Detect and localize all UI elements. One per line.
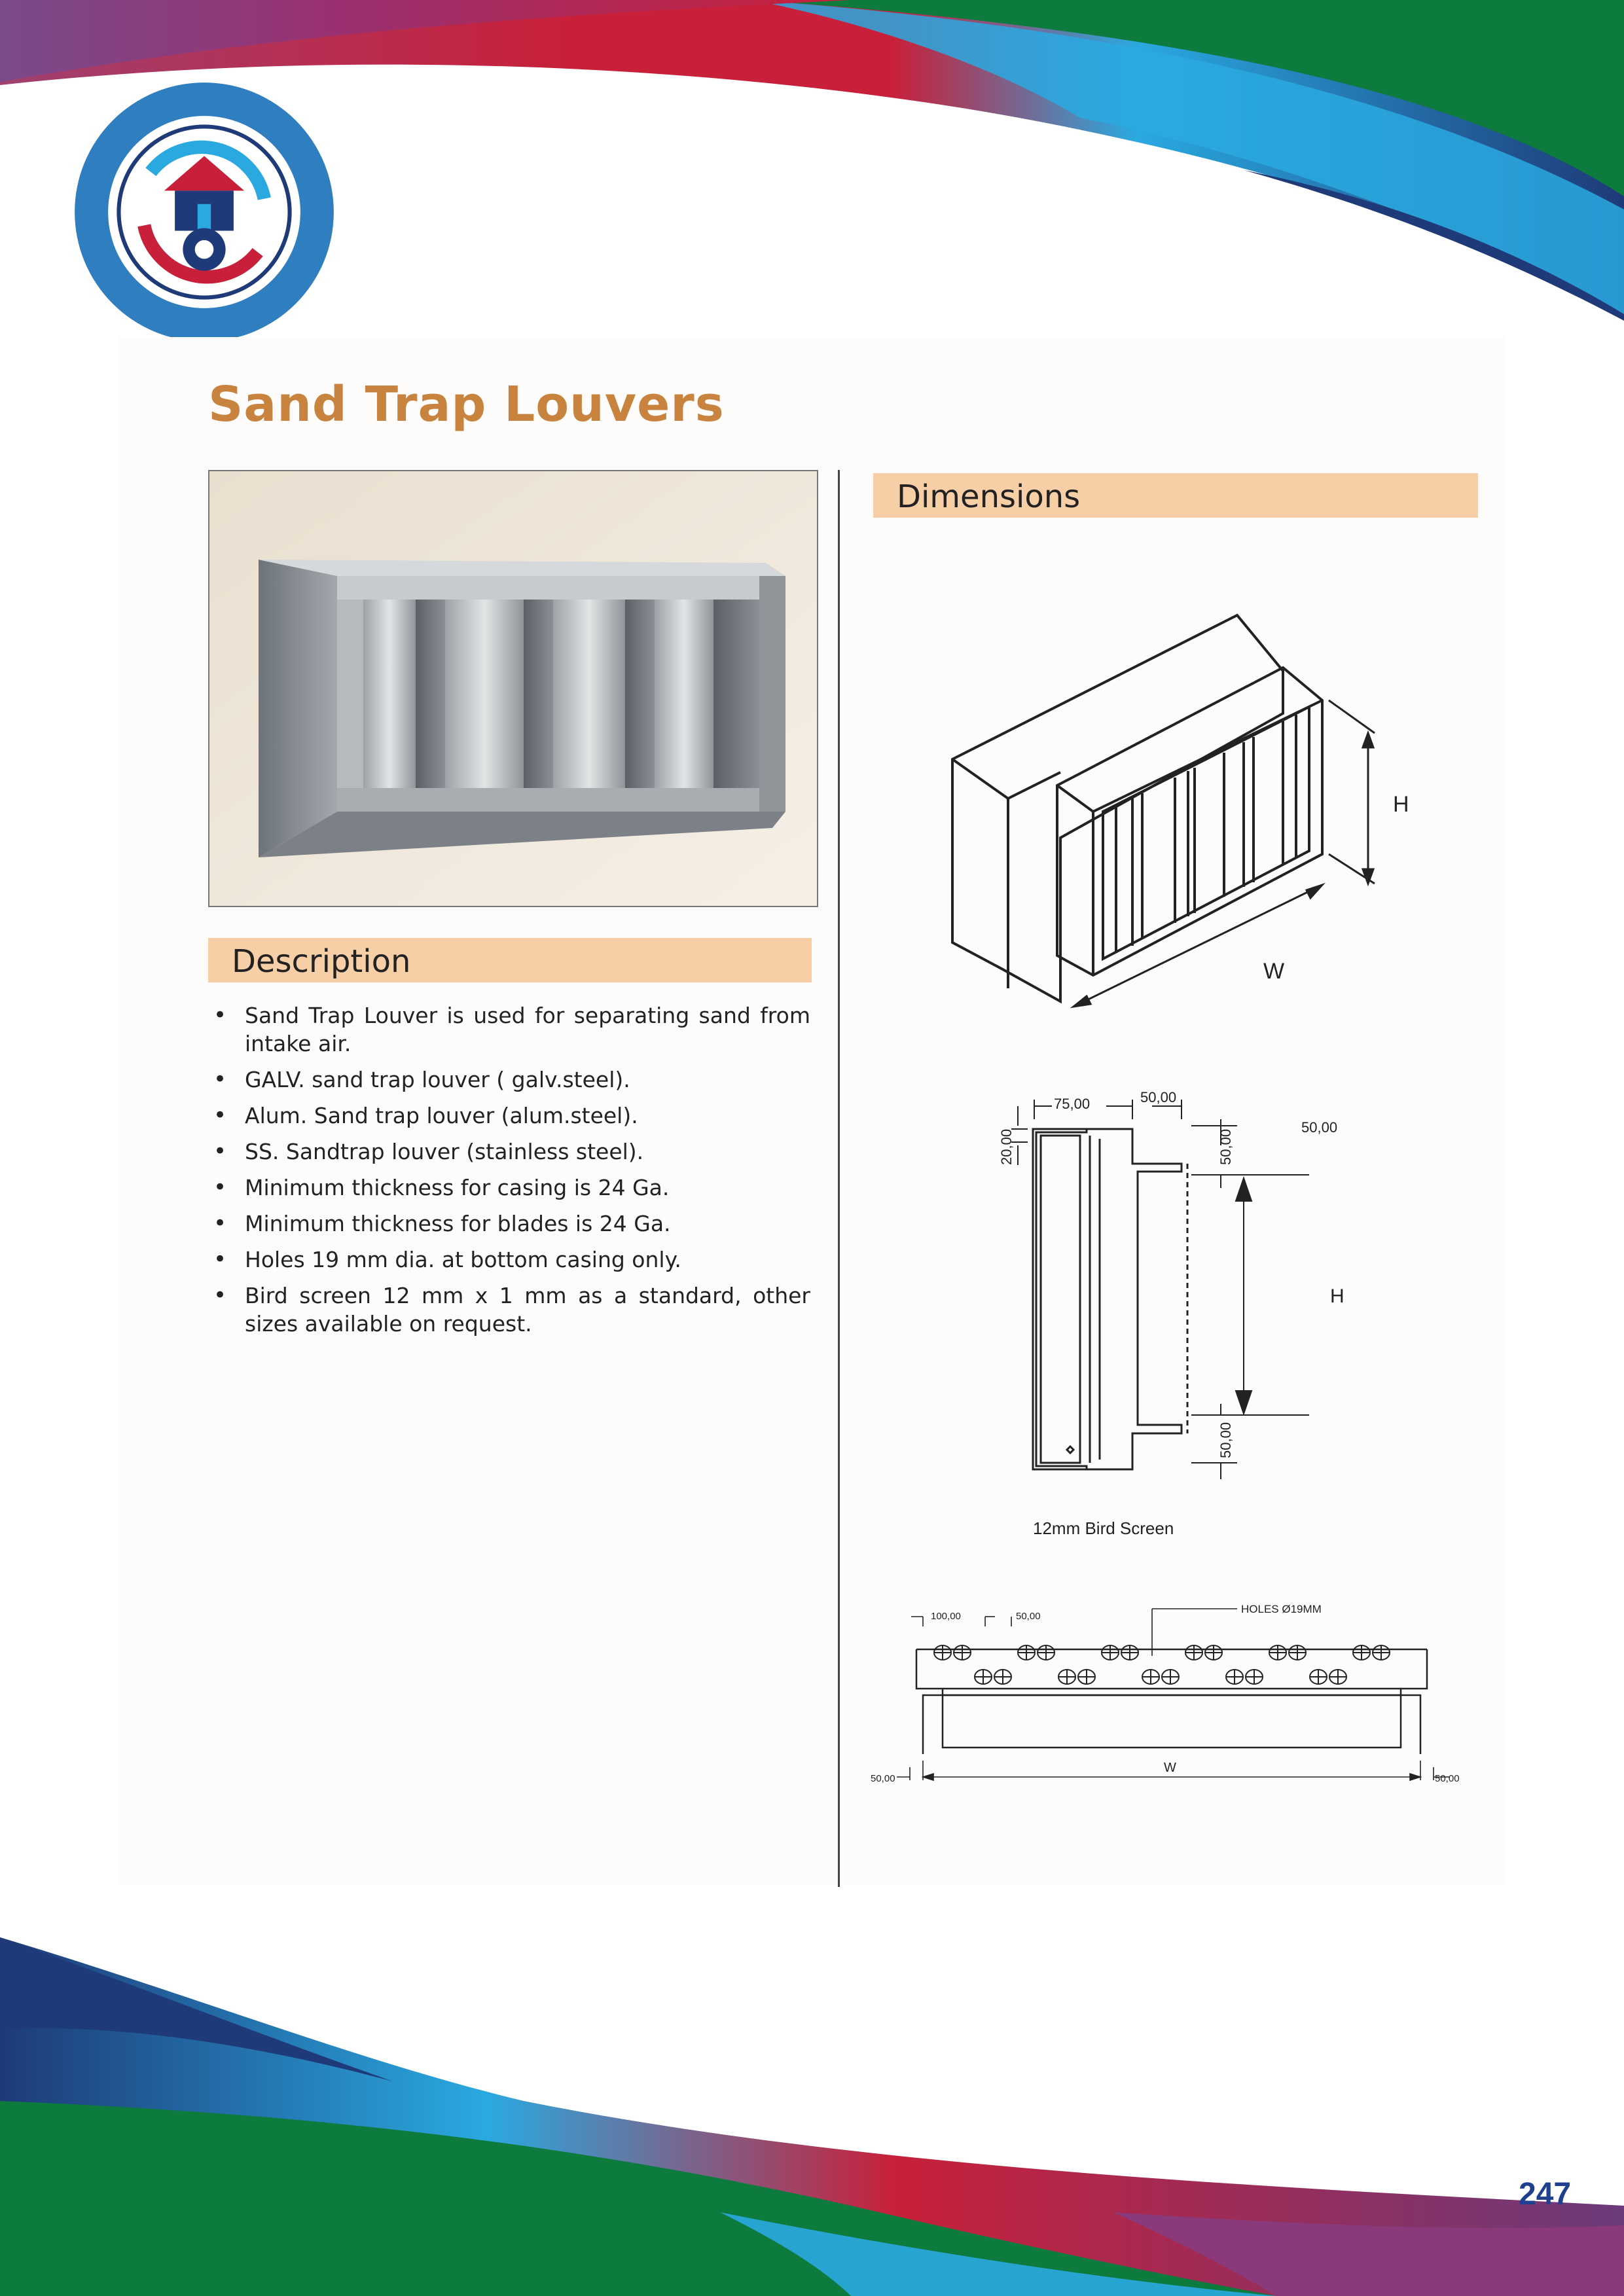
page-number: 247 [1519, 2177, 1572, 2212]
list-item: • Sand Trap Louver is used for separating sand from intake air. [208, 1001, 810, 1058]
company-logo [71, 79, 338, 346]
dim-100-label: 100,00 [931, 1611, 961, 1622]
list-item: • Minimum thickness for blades is 24 Ga. [208, 1210, 810, 1238]
dim-75-label: 75,00 [1054, 1096, 1091, 1112]
dim-50-vertical-bottom-label: 50,00 [1218, 1422, 1234, 1458]
description-list [208, 1001, 810, 1346]
dimensions-heading-bar [873, 473, 1478, 518]
section-drawing [982, 1080, 1388, 1551]
list-item: • Holes 19 mm dia. at bottom casing only. [208, 1246, 810, 1274]
iso-h-label: H [1393, 792, 1409, 817]
dimensions-heading: Dimensions [897, 478, 1081, 515]
list-item: • Bird screen 12 mm x 1 mm as a standard, other sizes available on request. [208, 1282, 810, 1338]
list-item: • SS. Sandtrap louver (stainless steel). [208, 1138, 810, 1166]
bottom-view-drawing [871, 1590, 1473, 1787]
page-title: Sand Trap Louvers [208, 376, 725, 433]
description-heading-bar [208, 938, 812, 982]
product-photo [208, 470, 818, 907]
holes-label: HOLES Ø19MM [1241, 1603, 1322, 1615]
dim-20-label: 20,00 [998, 1128, 1015, 1165]
list-item: • Alum. Sand trap louver (alum.steel). [208, 1102, 810, 1130]
description-heading: Description [232, 943, 411, 980]
list-item: • Minimum thickness for casing is 24 Ga. [208, 1174, 810, 1202]
bottom-w-label: W [1164, 1761, 1176, 1775]
bottom-wave-decoration [0, 1924, 1624, 2296]
louver-photo-illustration [209, 471, 817, 906]
list-item: • GALV. sand trap louver ( galv.steel). [208, 1066, 810, 1094]
dim-left-label: 50,00 [871, 1773, 895, 1784]
iso-w-label: W [1263, 959, 1285, 984]
isometric-drawing [943, 602, 1427, 1028]
dim-50-bottom-label: 50,00 [1016, 1611, 1041, 1622]
section-h-label: H [1330, 1285, 1344, 1307]
column-divider [838, 470, 840, 1887]
dim-50-right-label: 50,00 [1301, 1119, 1338, 1136]
dim-50-top-label: 50,00 [1140, 1089, 1177, 1105]
dim-50-vertical-top-label: 50,00 [1218, 1128, 1234, 1165]
bird-screen-caption: 12mm Bird Screen [1033, 1518, 1174, 1538]
dim-right-label: 50,00 [1435, 1773, 1460, 1784]
